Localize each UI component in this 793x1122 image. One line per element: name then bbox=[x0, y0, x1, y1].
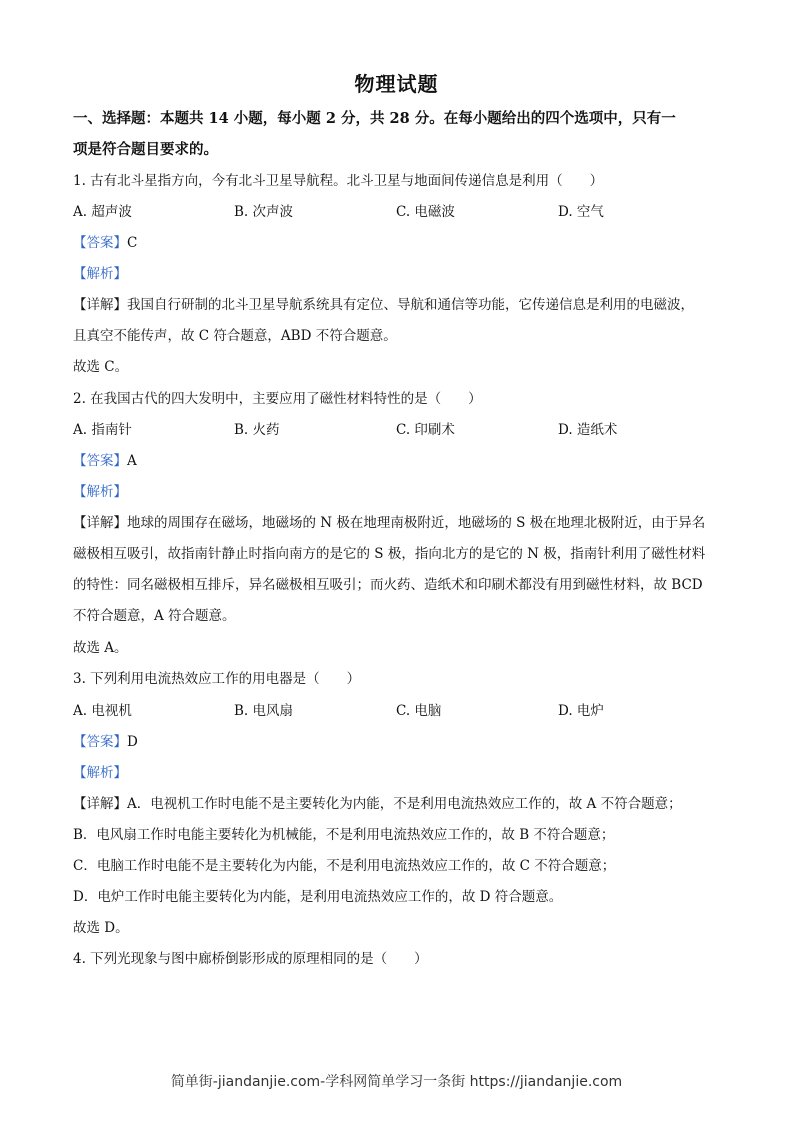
page-title: 物理试题 bbox=[354, 72, 439, 96]
answer-tag: 【答案】 bbox=[73, 235, 127, 251]
question-1-stem: 1. 古有北斗星指方向，今有北斗卫星导航程。北斗卫星与地面间传递信息是利用（ ） bbox=[73, 173, 604, 189]
question-1-option-a: A. 超声波 bbox=[73, 204, 132, 220]
analysis-tag: 【解析】 bbox=[73, 484, 127, 500]
question-3-option-a: A. 电视机 bbox=[73, 703, 132, 719]
question-3-option-c: C. 电脑 bbox=[396, 703, 442, 719]
detail-tag: 【详解】 bbox=[73, 515, 127, 531]
analysis-tag: 【解析】 bbox=[73, 266, 127, 282]
question-1-option-c: C. 电磁波 bbox=[396, 204, 455, 220]
analysis-tag: 【解析】 bbox=[73, 765, 127, 781]
question-3-stem: 3. 下列利用电流热效应工作的用电器是（ ） bbox=[73, 671, 361, 687]
question-3-option-b: B. 电风扇 bbox=[234, 703, 294, 719]
question-3-answer bbox=[73, 733, 138, 751]
question-3-detail-line-2: B．电风扇工作时电能主要转化为机械能，不是利用电流热效应工作的，故 B 不符合题意； bbox=[73, 827, 615, 843]
question-4-stem: 4. 下列光现象与图中廊桥倒影形成的原理相同的是（ ） bbox=[73, 951, 428, 967]
question-2-stem: 2. 在我国古代的四大发明中，主要应用了磁性材料特性的是（ ） bbox=[73, 391, 482, 407]
detail-tag: 【详解】 bbox=[73, 297, 127, 313]
question-3-detail-line-3: C．电脑工作时电能不是主要转化为内能，不是利用电流热效应工作的，故 C 不符合题意； bbox=[73, 858, 616, 874]
question-2-detail-line-1 bbox=[73, 514, 705, 532]
detail-text: 我国自行研制的北斗卫星导航系统具有定位、导航和通信等功能，它传递信息是利用的电磁波， bbox=[127, 297, 694, 313]
question-1-detail-line-1 bbox=[73, 296, 694, 314]
question-1-option-b: B. 次声波 bbox=[234, 204, 294, 220]
answer-tag: 【答案】 bbox=[73, 734, 127, 750]
question-3-conclusion: 故选 D。 bbox=[73, 920, 129, 936]
answer-value: A bbox=[127, 453, 137, 469]
question-3-option-d: D. 电炉 bbox=[558, 703, 604, 719]
question-1-option-d: D. 空气 bbox=[558, 204, 604, 220]
question-3-detail-line-4: D．电炉工作时电能主要转化为内能，是利用电流热效应工作的，故 D 符合题意。 bbox=[73, 889, 563, 905]
section-heading-line-2: 项是符合题目要求的。 bbox=[73, 141, 218, 158]
question-2-option-d: D. 造纸术 bbox=[558, 422, 618, 438]
question-2-option-c: C. 印刷术 bbox=[396, 422, 455, 438]
answer-value: D bbox=[127, 734, 138, 750]
question-2-detail-line-2: 磁极相互吸引，故指南针静止时指向南方的是它的 S 极，指向北方的是它的 N 极，指南针利用了磁性材料 bbox=[73, 546, 706, 562]
answer-value: C bbox=[127, 235, 138, 251]
question-2-detail-line-3: 的特性：同名磁极相互排斥，异名磁极相互吸引；而火药、造纸术和印刷术都没有用到磁性材料，故 BCD bbox=[73, 577, 703, 593]
section-heading-line-1: 一、选择题：本题共 14 小题，每小题 2 分，共 28 分。在每小题给出的四个选项中，只有一 bbox=[73, 110, 676, 127]
question-1-detail-line-2: 且真空不能传声，故 C 符合题意，ABD 不符合题意。 bbox=[73, 328, 397, 344]
question-2-answer bbox=[73, 452, 137, 470]
question-2-option-b: B. 火药 bbox=[234, 422, 280, 438]
question-3-detail-line-1 bbox=[73, 795, 682, 813]
question-2-conclusion: 故选 A。 bbox=[73, 640, 128, 656]
question-2-detail-line-4: 不符合题意，A 符合题意。 bbox=[73, 608, 236, 624]
question-1-conclusion: 故选 C。 bbox=[73, 359, 129, 375]
detail-text: 地球的周围存在磁场，地磁场的 N 极在地理南极附近，地磁场的 S 极在地理北极附近，由于异名 bbox=[127, 515, 706, 531]
footer-watermark: 简单街-jiandanjie.com-学科网简单学习一条街 https://jiandanjie.com bbox=[170, 1074, 623, 1090]
answer-tag: 【答案】 bbox=[73, 453, 127, 469]
detail-tag: 【详解】 bbox=[73, 796, 127, 812]
question-2-option-a: A. 指南针 bbox=[73, 422, 132, 438]
question-1-answer bbox=[73, 234, 137, 252]
detail-text: A．电视机工作时电能不是主要转化为内能，不是利用电流热效应工作的，故 A 不符合题意； bbox=[127, 796, 682, 812]
